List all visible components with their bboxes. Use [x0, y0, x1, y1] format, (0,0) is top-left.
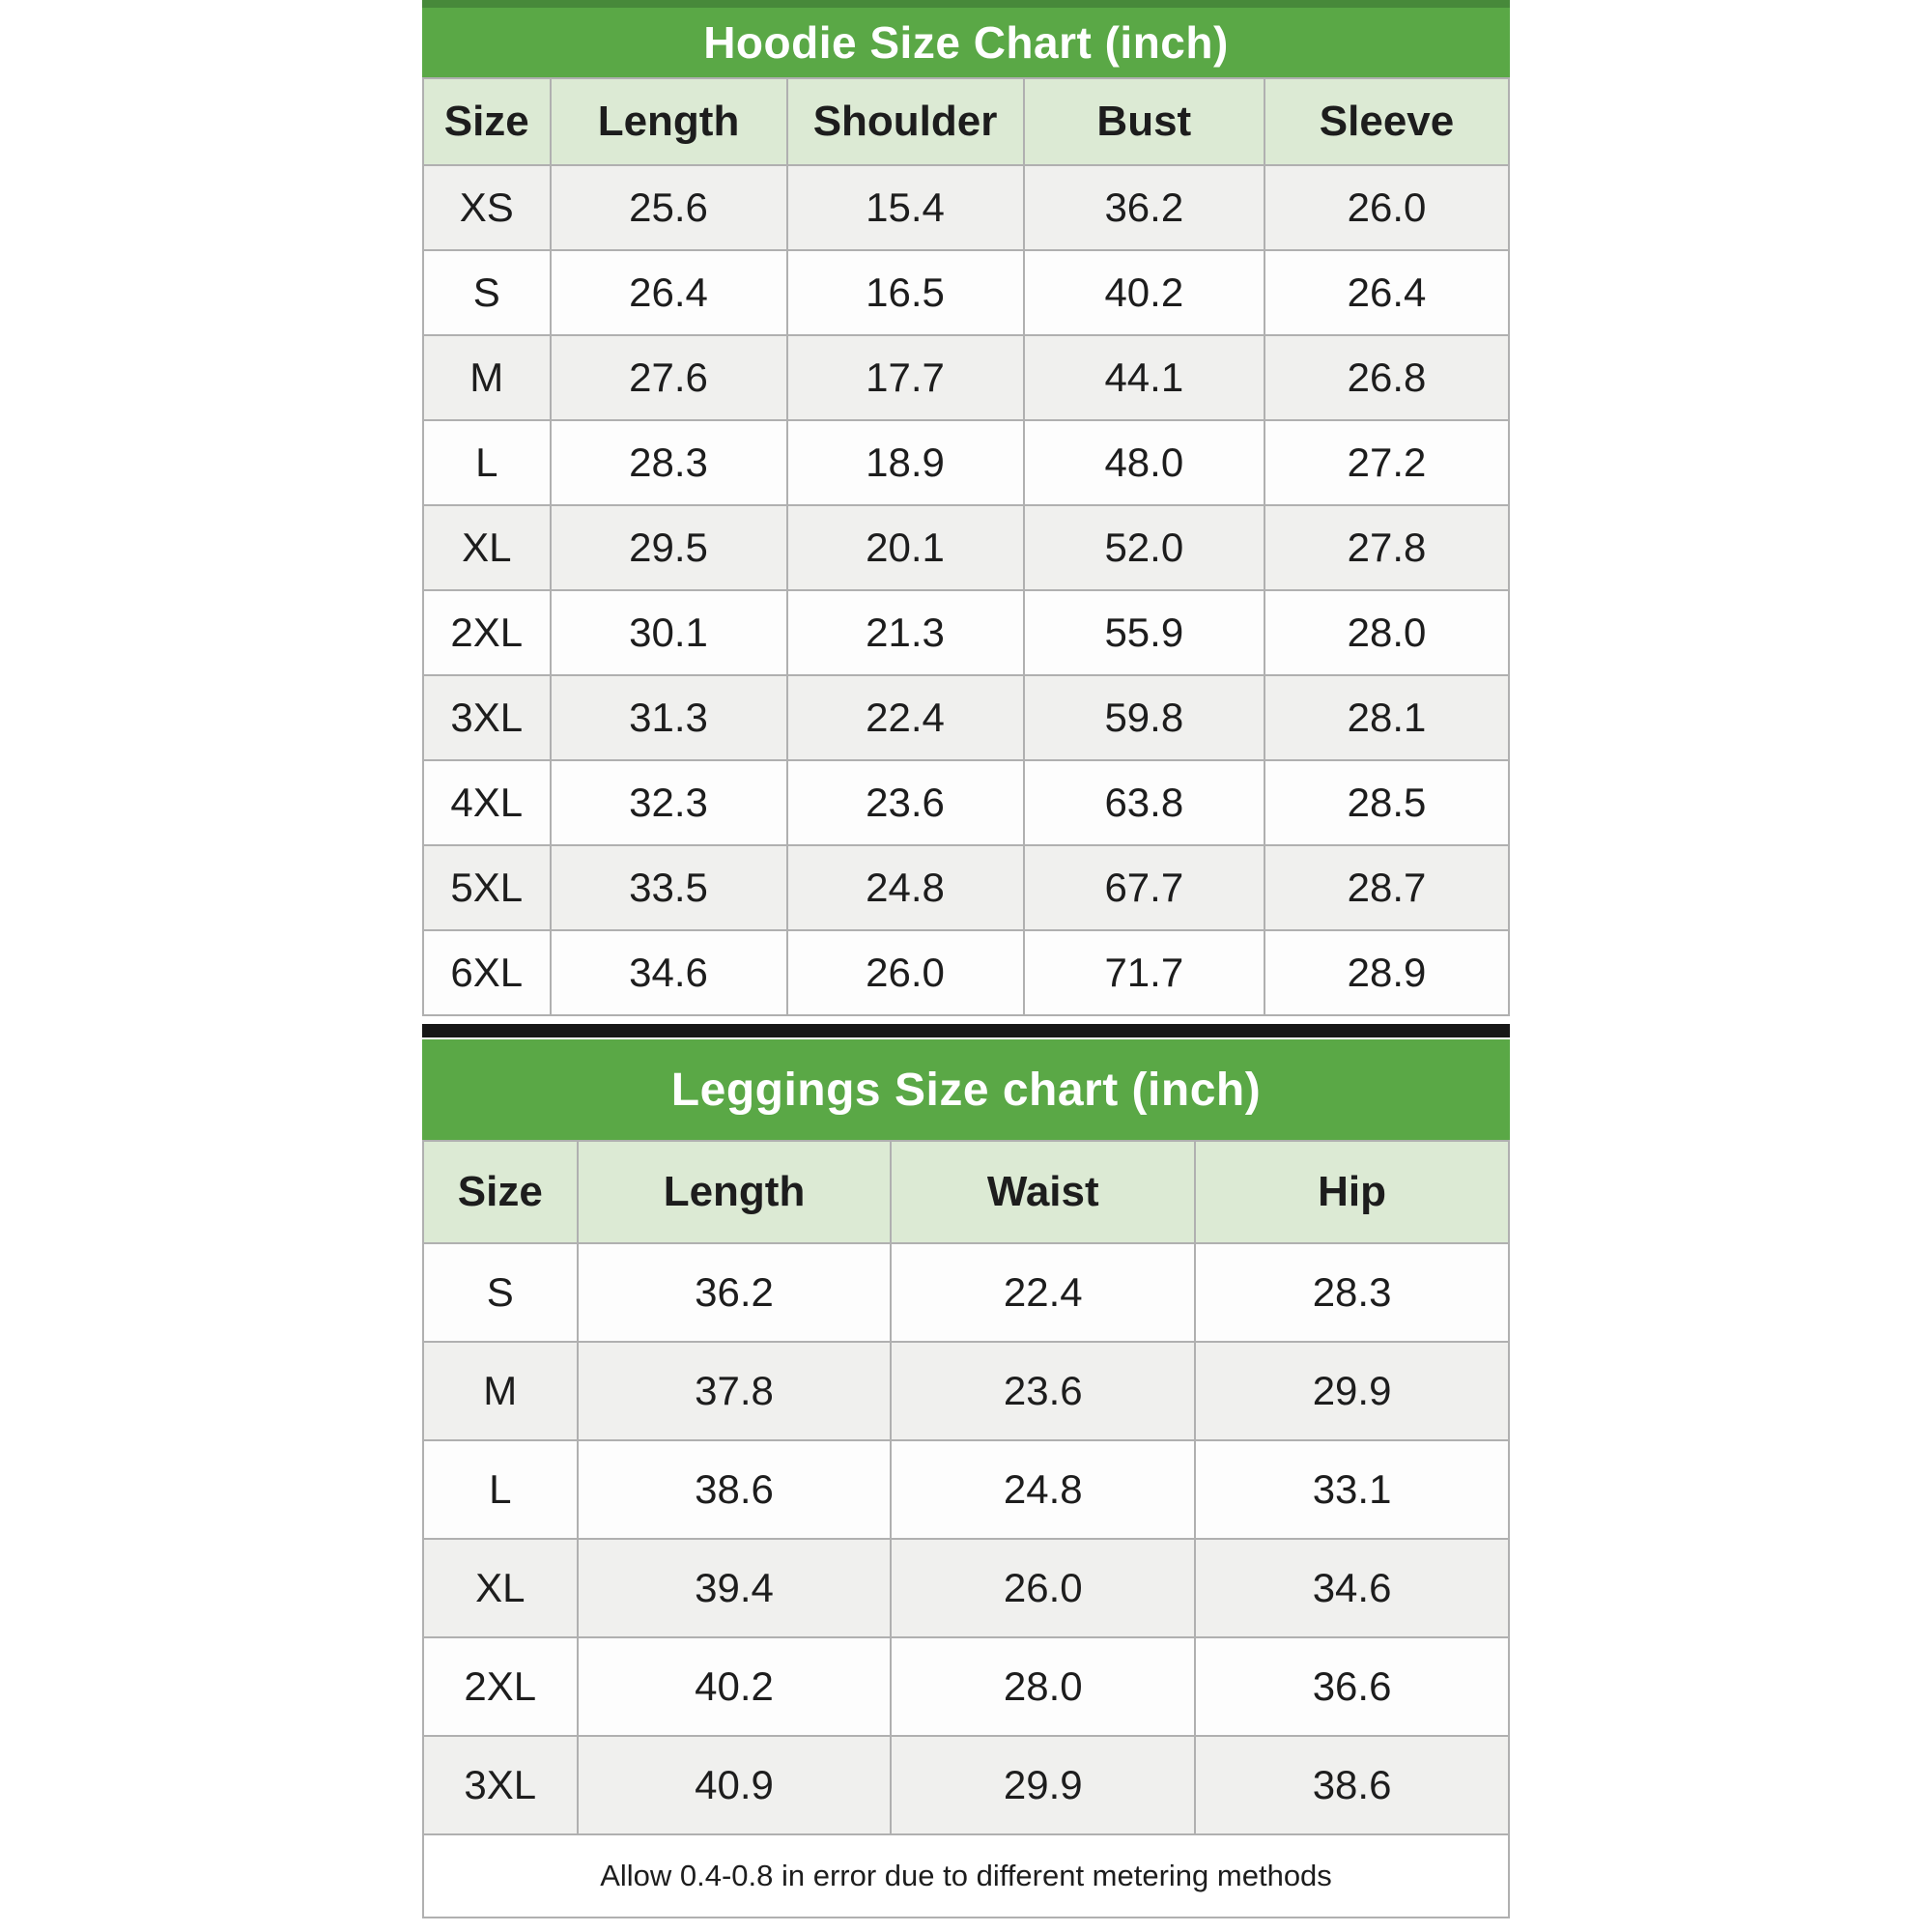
measurement-cell: 44.1: [1024, 335, 1265, 420]
size-label-cell: 2XL: [423, 1637, 578, 1736]
measurement-cell: 20.1: [787, 505, 1024, 590]
measurement-cell: 26.0: [891, 1539, 1195, 1637]
leggings-size-section: [422, 1039, 1510, 1835]
size-label-cell: S: [423, 250, 551, 335]
column-header: Length: [578, 1141, 892, 1243]
measurement-cell: 33.5: [551, 845, 787, 930]
table-row: [423, 250, 1509, 335]
measurement-cell: 40.2: [1024, 250, 1265, 335]
measurement-cell: 48.0: [1024, 420, 1265, 505]
measurement-cell: 15.4: [787, 165, 1024, 250]
size-label-cell: 3XL: [423, 1736, 578, 1834]
measurement-cell: 28.5: [1264, 760, 1509, 845]
table-row: [423, 845, 1509, 930]
size-label-cell: M: [423, 1342, 578, 1440]
hoodie-size-section: [422, 0, 1510, 1016]
measurement-cell: 16.5: [787, 250, 1024, 335]
table-row: [423, 505, 1509, 590]
measurement-cell: 23.6: [891, 1342, 1195, 1440]
table-row: [423, 1637, 1509, 1736]
measurement-cell: 22.4: [787, 675, 1024, 760]
measurement-cell: 26.0: [787, 930, 1024, 1015]
table-row: [423, 165, 1509, 250]
size-label-cell: XS: [423, 165, 551, 250]
table-row: [423, 590, 1509, 675]
measurement-cell: 71.7: [1024, 930, 1265, 1015]
measurement-cell: 27.8: [1264, 505, 1509, 590]
measurement-cell: 37.8: [578, 1342, 892, 1440]
measurement-cell: 30.1: [551, 590, 787, 675]
size-label-cell: L: [423, 420, 551, 505]
column-header-row: [423, 1141, 1509, 1243]
table-row: [423, 335, 1509, 420]
measurement-cell: 27.6: [551, 335, 787, 420]
size-label-cell: 4XL: [423, 760, 551, 845]
measurement-cell: 26.4: [1264, 250, 1509, 335]
measurement-cell: 18.9: [787, 420, 1024, 505]
measurement-cell: 31.3: [551, 675, 787, 760]
measurement-cell: 52.0: [1024, 505, 1265, 590]
measurement-cell: 28.0: [1264, 590, 1509, 675]
measurement-cell: 28.9: [1264, 930, 1509, 1015]
measurement-cell: 24.8: [787, 845, 1024, 930]
table-row: [423, 1243, 1509, 1342]
size-label-cell: 6XL: [423, 930, 551, 1015]
size-label-cell: L: [423, 1440, 578, 1539]
measurement-cell: 27.2: [1264, 420, 1509, 505]
measurement-cell: 26.8: [1264, 335, 1509, 420]
size-label-cell: XL: [423, 505, 551, 590]
measurement-cell: 32.3: [551, 760, 787, 845]
size-label-cell: 2XL: [423, 590, 551, 675]
measurement-cell: 21.3: [787, 590, 1024, 675]
measurement-cell: 28.0: [891, 1637, 1195, 1736]
measurement-cell: 28.3: [551, 420, 787, 505]
table-row: [423, 1736, 1509, 1834]
measurement-tolerance-note: Allow 0.4-0.8 in error due to different metering methods: [422, 1835, 1510, 1918]
hoodie-size-table: [422, 77, 1510, 1016]
measurement-cell: 63.8: [1024, 760, 1265, 845]
measurement-cell: 67.7: [1024, 845, 1265, 930]
size-label-cell: S: [423, 1243, 578, 1342]
measurement-cell: 40.9: [578, 1736, 892, 1834]
measurement-cell: 28.3: [1195, 1243, 1509, 1342]
column-header: Size: [423, 78, 551, 165]
black-divider: [422, 1024, 1510, 1037]
leggings-table-title: Leggings Size chart (inch): [422, 1039, 1510, 1140]
measurement-cell: 33.1: [1195, 1440, 1509, 1539]
measurement-cell: 29.5: [551, 505, 787, 590]
table-row: [423, 760, 1509, 845]
table-row: [423, 930, 1509, 1015]
measurement-cell: 28.1: [1264, 675, 1509, 760]
measurement-cell: 59.8: [1024, 675, 1265, 760]
table-row: [423, 420, 1509, 505]
measurement-cell: 22.4: [891, 1243, 1195, 1342]
table-row: [423, 675, 1509, 760]
measurement-cell: 55.9: [1024, 590, 1265, 675]
measurement-cell: 40.2: [578, 1637, 892, 1736]
measurement-cell: 17.7: [787, 335, 1024, 420]
leggings-size-table: [422, 1140, 1510, 1835]
table-row: [423, 1539, 1509, 1637]
measurement-cell: 39.4: [578, 1539, 892, 1637]
table-row: [423, 1440, 1509, 1539]
column-header: Bust: [1024, 78, 1265, 165]
measurement-cell: 26.4: [551, 250, 787, 335]
measurement-cell: 34.6: [1195, 1539, 1509, 1637]
column-header: Shoulder: [787, 78, 1024, 165]
column-header: Size: [423, 1141, 578, 1243]
measurement-cell: 34.6: [551, 930, 787, 1015]
hoodie-table-title: Hoodie Size Chart (inch): [422, 0, 1510, 77]
measurement-cell: 29.9: [1195, 1342, 1509, 1440]
measurement-cell: 36.6: [1195, 1637, 1509, 1736]
size-label-cell: 5XL: [423, 845, 551, 930]
column-header: Hip: [1195, 1141, 1509, 1243]
column-header: Sleeve: [1264, 78, 1509, 165]
column-header: Waist: [891, 1141, 1195, 1243]
measurement-cell: 28.7: [1264, 845, 1509, 930]
measurement-cell: 29.9: [891, 1736, 1195, 1834]
size-label-cell: XL: [423, 1539, 578, 1637]
measurement-cell: 36.2: [1024, 165, 1265, 250]
table-row: [423, 1342, 1509, 1440]
measurement-cell: 36.2: [578, 1243, 892, 1342]
tables-gap: [422, 1016, 1510, 1024]
column-header: Length: [551, 78, 787, 165]
size-label-cell: 3XL: [423, 675, 551, 760]
measurement-cell: 25.6: [551, 165, 787, 250]
measurement-cell: 23.6: [787, 760, 1024, 845]
size-label-cell: M: [423, 335, 551, 420]
measurement-cell: 38.6: [1195, 1736, 1509, 1834]
size-chart-sheet: [422, 0, 1510, 1918]
measurement-cell: 24.8: [891, 1440, 1195, 1539]
measurement-cell: 26.0: [1264, 165, 1509, 250]
measurement-cell: 38.6: [578, 1440, 892, 1539]
column-header-row: [423, 78, 1509, 165]
